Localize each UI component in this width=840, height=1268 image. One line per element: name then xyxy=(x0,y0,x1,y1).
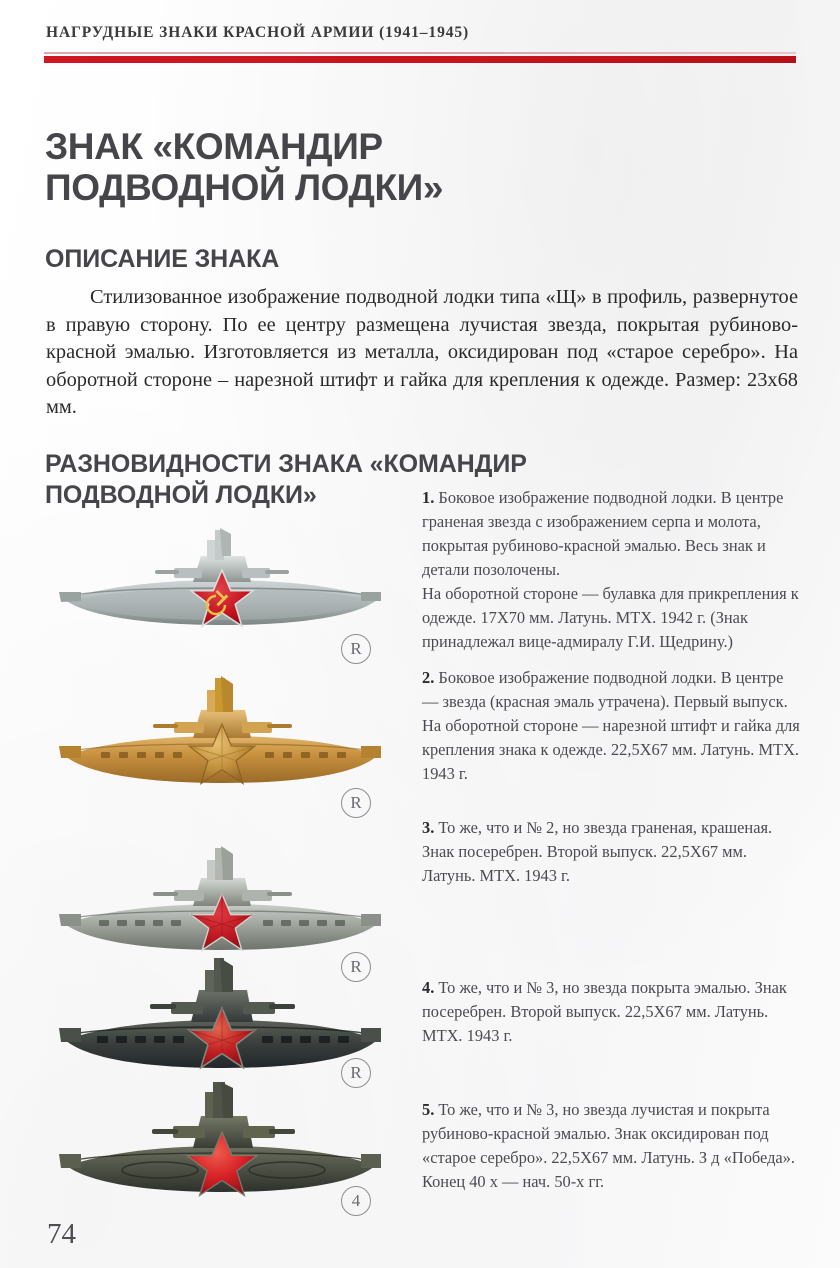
variant-number-5: 5. xyxy=(422,1100,435,1119)
section-heading-description: ОПИСАНИЕ ЗНАКА xyxy=(45,244,280,273)
variant-body-4: То же, что и № 3, но звезда покрыта эмалью. Знак посеребрен. Второй выпуск. 22,5Х67 мм. Латунь. МТХ. 1943 г. xyxy=(422,978,787,1045)
rarity-marker-4: R xyxy=(341,1058,371,1088)
badge-image-3 xyxy=(55,844,385,972)
variant-number-2: 2. xyxy=(422,668,435,687)
variant-description-2 xyxy=(422,666,802,786)
variants-list xyxy=(0,486,840,1226)
description-paragraph: Стилизованное изображение подводной лодки типа «Щ» в профиль, развернутое в правую сторону. По ее центру размещена лучистая звезда, покрытая рубиново-красной эмалью. Изготовляется из металла, оксидирован под «старое серебро». На оборотной стороне – нарезной штифт и гайка для крепления к одежде. Размер: 23х68 мм. xyxy=(46,286,798,419)
variant-description-1 xyxy=(422,486,802,654)
header-rule-thin xyxy=(44,52,796,54)
variant-body-1: Боковое изображение подводной лодки. В центре граненая звезда с изображением серпа и молота, покрытая рубиново-красной эмалью. Весь знак и детали позолочены. На оборотной стороне — булавка для прикрепления к одежде. 17Х70 мм. Латунь. МТХ. 1942 г. (Знак принадлежал вице-адмиралу Г.И. Щедрину.) xyxy=(422,488,799,651)
variant-body-3: То же, что и № 2, но звезда граненая, крашеная. Знак посеребрен. Второй выпуск. 22,5Х67 мм. Латунь. МТХ. 1943 г. xyxy=(422,818,773,885)
badge-image-1 xyxy=(55,522,385,650)
header-rule-thick xyxy=(44,56,796,63)
variant-description-4 xyxy=(422,976,802,1048)
rarity-marker-3: R xyxy=(341,952,371,982)
badge-image-4 xyxy=(55,958,385,1086)
running-head: НАГРУДНЫЕ ЗНАКИ КРАСНОЙ АРМИИ (1941–1945) xyxy=(46,24,470,41)
header-rule xyxy=(44,52,796,63)
badge-image-2 xyxy=(55,676,385,804)
page-title: ЗНАК «КОМАНДИР ПОДВОДНОЙ ЛОДКИ» xyxy=(45,125,444,208)
variant-number-1: 1. xyxy=(422,488,435,507)
rarity-marker-5: 4 xyxy=(341,1186,371,1216)
variant-body-2: Боковое изображение подводной лодки. В центре — звезда (красная эмаль утрачена). Первый выпуск. На оборотной стороне — нарезной штифт и гайка для крепления знака к одежде. 22,5Х67 мм. Латунь. МТХ. 1943 г. xyxy=(422,668,800,783)
section-heading-varieties: РАЗНОВИДНОСТИ ЗНАКА «КОМАНДИР ПОДВОДНОЙ ЛОДКИ» xyxy=(45,449,527,509)
variant-number-4: 4. xyxy=(422,978,435,997)
variant-number-3: 3. xyxy=(422,818,435,837)
badge-image-5 xyxy=(55,1082,385,1210)
variant-description-5 xyxy=(422,1098,802,1194)
page-number: 74 xyxy=(47,1218,76,1250)
variant-body-5: То же, что и № 3, но звезда лучистая и покрыта рубиново-красной эмалью. Знак оксидирован под «старое серебро». 22,5Х67 мм. Латунь. З д «Победа». Конец 40 х — нач. 50-х гг. xyxy=(422,1100,795,1191)
rarity-marker-1: R xyxy=(341,634,371,664)
variant-description-3 xyxy=(422,816,802,888)
rarity-marker-2: R xyxy=(341,788,371,818)
